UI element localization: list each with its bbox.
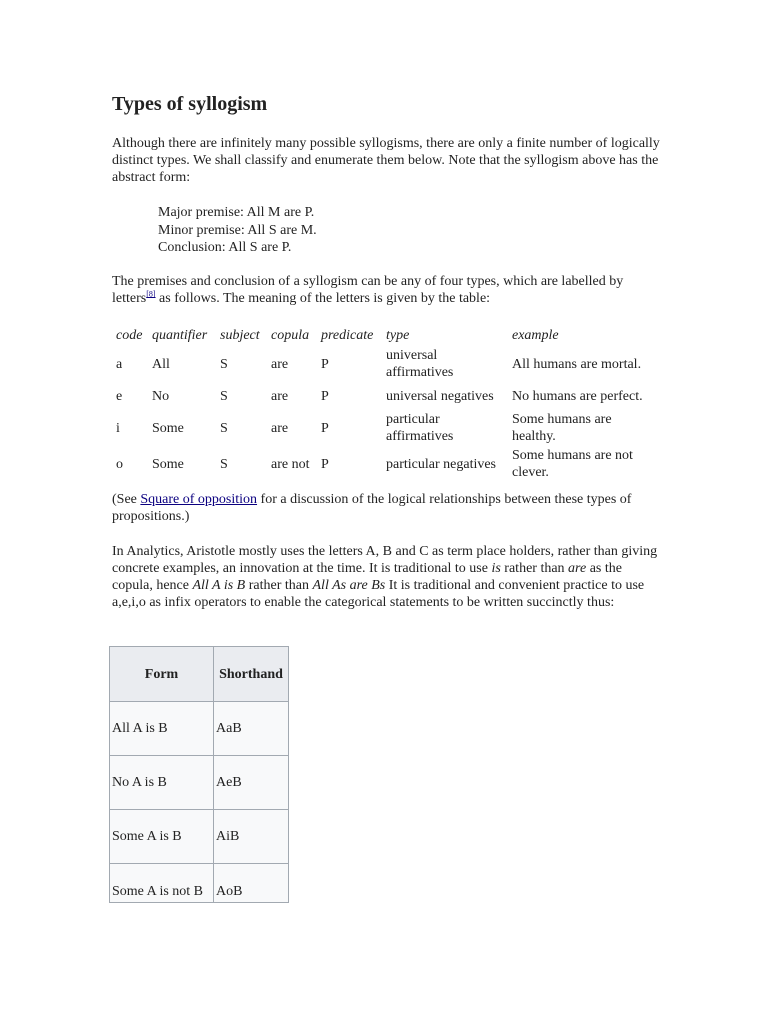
- analytics-text-5: It is traditional and convenient practice to use a,e,i,o as infix operators to enable the categorical statements to be written succinctly thus:: [112, 578, 645, 610]
- cell-type: universal affirmatives: [386, 348, 454, 380]
- italic-is: is: [491, 561, 501, 576]
- table-row: [112, 346, 654, 382]
- cell-subject: S: [220, 356, 228, 372]
- cell-shorthand: AiB: [214, 810, 289, 864]
- analytics-text-3: as the copula, hence: [112, 561, 622, 593]
- table-row: [110, 810, 289, 864]
- cell-quantifier: No: [152, 388, 170, 404]
- see-text-2: for a discussion of the logical relationships between these types of propositions.): [112, 492, 632, 524]
- cell-example: All humans are mortal.: [512, 356, 642, 372]
- header-predicate: predicate: [321, 327, 374, 343]
- cell-shorthand: AoB: [214, 864, 289, 903]
- minor-premise: Minor premise: All S are M.: [158, 222, 317, 238]
- cell-form: Some A is B: [110, 810, 214, 864]
- analytics-text-4: rather than: [245, 578, 313, 593]
- italic-are: are: [568, 561, 587, 576]
- conclusion: Conclusion: All S are P.: [158, 240, 292, 255]
- letters-paragraph: [112, 273, 660, 307]
- table-row: [110, 756, 289, 810]
- shorthand-table: [109, 646, 289, 903]
- cell-example: Some humans are not clever.: [512, 448, 633, 480]
- table-row: [112, 446, 654, 482]
- letters-text-1: The premises and conclusion of a syllogism can be any of four types, which are labelled by letters: [112, 274, 624, 306]
- reference-link[interactable]: [8]: [146, 289, 156, 299]
- see-also-paragraph: [112, 491, 660, 525]
- cell-code: o: [116, 456, 123, 472]
- section-heading: Types of syllogism: [112, 93, 268, 115]
- square-of-opposition-link[interactable]: Square of opposition: [140, 492, 258, 507]
- cell-quantifier: Some: [152, 456, 184, 472]
- cell-form: Some A is not B: [110, 864, 214, 903]
- cell-form: No A is B: [110, 756, 214, 810]
- cell-copula: are not: [271, 456, 310, 472]
- cell-copula: are: [271, 356, 289, 372]
- cell-code: e: [116, 388, 123, 404]
- abstract-form-block: [158, 204, 317, 257]
- cell-subject: S: [220, 420, 228, 436]
- cell-type: particular negatives: [386, 456, 497, 472]
- table-row: [112, 382, 654, 410]
- cell-example: Some humans are healthy.: [512, 412, 612, 444]
- cell-type: universal negatives: [386, 388, 494, 404]
- table-header-row: [112, 324, 654, 346]
- header-type: type: [386, 327, 410, 343]
- cell-predicate: P: [321, 420, 329, 436]
- cell-code: i: [116, 420, 120, 436]
- header-shorthand: Shorthand: [214, 647, 289, 702]
- letters-text-2: as follows. The meaning of the letters is given by the table:: [155, 291, 491, 306]
- table-row: [110, 864, 289, 903]
- intro-paragraph: Although there are infinitely many possible syllogisms, there are only a finite number of logically distinct types. We shall classify and enumerate them below. Note that the syllogism above has the abstract form:: [112, 136, 660, 185]
- major-premise: Major premise: All M are P.: [158, 205, 315, 220]
- cell-type: particular affirmatives: [386, 412, 454, 444]
- cell-subject: S: [220, 388, 228, 404]
- cell-code: a: [116, 356, 123, 372]
- cell-subject: S: [220, 456, 228, 472]
- cell-shorthand: AeB: [214, 756, 289, 810]
- cell-form: All A is B: [110, 702, 214, 756]
- cell-quantifier: Some: [152, 420, 184, 436]
- header-code: code: [116, 327, 143, 343]
- analytics-text-2: rather than: [500, 561, 569, 576]
- header-example: example: [512, 327, 559, 343]
- italic-all-a-is-b: All A is B: [192, 578, 246, 593]
- cell-example: No humans are perfect.: [512, 388, 643, 404]
- proposition-types-table: [112, 324, 654, 482]
- analytics-paragraph: [112, 543, 660, 611]
- table-row: [110, 702, 289, 756]
- cell-copula: are: [271, 420, 289, 436]
- table-row: [112, 410, 654, 446]
- analytics-text-1: In Analytics, Aristotle mostly uses the letters A, B and C as term place holders, rather than giving concrete examples, an innovation at the time. It is traditional to use: [112, 544, 658, 576]
- cell-shorthand: AaB: [214, 702, 289, 756]
- see-text-1: (See: [112, 492, 141, 507]
- cell-predicate: P: [321, 356, 329, 372]
- header-form: Form: [110, 647, 214, 702]
- header-quantifier: quantifier: [152, 327, 208, 343]
- cell-copula: are: [271, 388, 289, 404]
- cell-predicate: P: [321, 456, 329, 472]
- italic-all-as-are-bs: All As are Bs: [312, 578, 386, 593]
- cell-predicate: P: [321, 388, 329, 404]
- cell-quantifier: All: [152, 356, 170, 372]
- header-copula: copula: [271, 327, 310, 343]
- shorthand-header-row: [110, 647, 289, 702]
- header-subject: subject: [220, 327, 260, 343]
